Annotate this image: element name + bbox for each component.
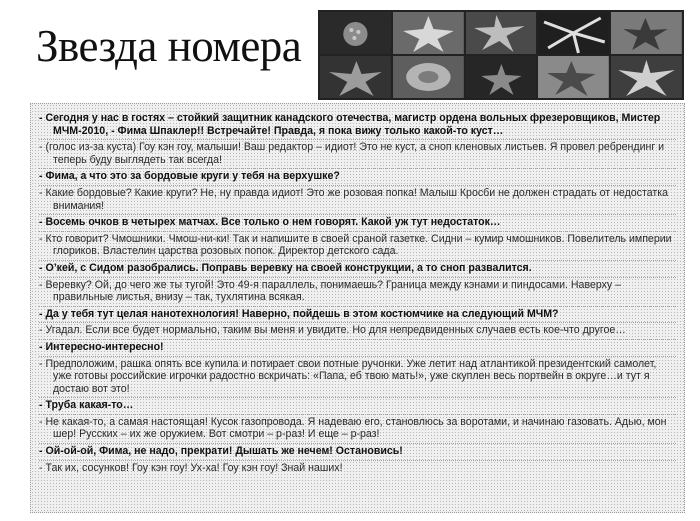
interviewer-question: - Да у тебя тут целая нанотехнология! Наверно, пойдешь в этом костюмчике на следующий МЧМ?	[39, 308, 676, 324]
guest-answer: - (голос из-за куста) Гоу кэн гоу, малыши! Ваш редактор – идиот! Это не куст, а сноп кленовых листьев. Я провел ребрендинг и теперь буду выглядеть так всегда!	[39, 141, 676, 169]
starfish-photo	[393, 12, 464, 54]
interviewer-question: - Труба какая-то…	[39, 399, 676, 415]
guest-answer: - Не какая-то, а самая настоящая! Кусок газопровода. Я надеваю его, становлюсь за воротами, и начинаю газовать. Адью, мон шер! Русских – их же оружием. Вот смотри – р-раз! И еще – р-раз!	[39, 416, 676, 444]
guest-answer: - Кто говорит? Чмошники. Чмош-ни-ки! Так и напишите в своей сраной газетке. Сидни – кумир чмошников. Повелитель империи глориков. Властелин царства розовых попок. Директор детского сада.	[39, 233, 676, 261]
interviewer-question: - Интересно-интересно!	[39, 341, 676, 357]
interviewer-question: - Ой-ой-ой, Фима, не надо, прекрати! Дышать же нечем! Остановись!	[39, 445, 676, 461]
interviewer-question: - Фима, а что это за бордовые круги у тебя на верхушке?	[39, 170, 676, 186]
guest-answer: - Угадал. Если все будет нормально, таким вы меня и увидите. Но для непредвиденных случаев есть кое-что другое…	[39, 324, 676, 340]
page-title: Звезда номера	[36, 21, 302, 71]
interview-dialog	[30, 103, 685, 513]
guest-answer: - Какие бордовые? Какие круги? Не, ну правда идиот! Это же розовая попка! Малыш Кросби не должен страдать от недостатка внимания!	[39, 187, 676, 215]
starfish-photo	[538, 56, 609, 98]
interviewer-question: - Сегодня у нас в гостях – стойкий защитник канадского отечества, магистр ордена вольных фрезеровщиков, Мистер МЧМ-2010, - Фима Шпаклер!! Встречайте! Правда, я пока вижу только какой-то куст…	[39, 112, 676, 140]
starfish-photo	[320, 12, 391, 54]
interviewer-question: - О’кей, с Сидом разобрались. Поправь веревку на своей конструкции, а то сноп развалится.	[39, 262, 676, 278]
starfish-photo	[611, 12, 682, 54]
interviewer-question: - Восемь очков в четырех матчах. Все только о нем говорят. Какой уж тут недостаток…	[39, 216, 676, 232]
guest-answer: - Предположим, рашка опять все купила и потирает свои потные ручонки. Уже летит над атлантикой президентский самолет, уже готовы российские игрочки радостно вскричать: «Папа, еб твою мать!», уже скуплен весь портвейн в округе…и тут я достаю вот это!	[39, 358, 676, 399]
starfish-photo	[611, 56, 682, 98]
starfish-photo	[466, 56, 537, 98]
starfish-photo-collage	[318, 10, 684, 100]
starfish-photo	[538, 12, 609, 54]
starfish-photo	[466, 12, 537, 54]
starfish-photo	[320, 56, 391, 98]
starfish-photo	[393, 56, 464, 98]
guest-answer: - Так их, сосунков! Гоу кэн гоу! Ух-ха! Гоу кэн гоу! Знай наших!	[39, 461, 343, 474]
guest-answer: - Веревку? Ой, до чего же ты тугой! Это 49-я параллель, понимаешь? Граница между кэнами и пиндосами. Наверху – правильные листья, внизу – так, тухлятина всякая.	[39, 279, 676, 307]
